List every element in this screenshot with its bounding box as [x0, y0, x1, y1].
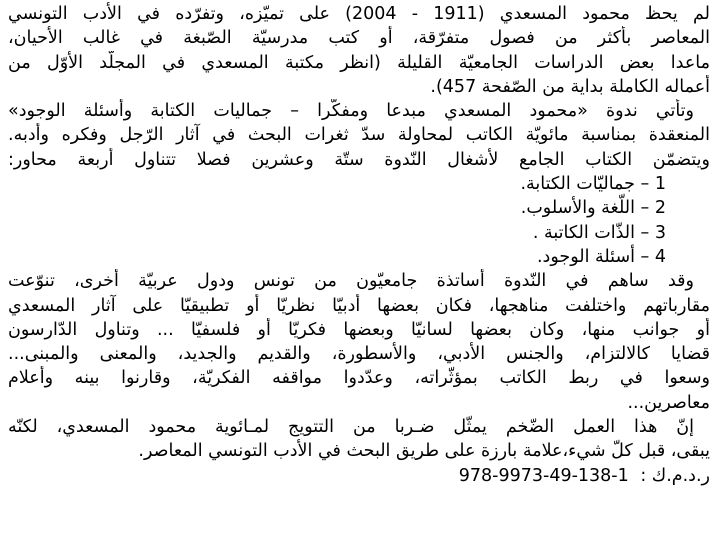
list-item: 1 – جماليّات الكتابة. — [520, 174, 666, 195]
text-line: وقد ساهم في النّدوة أساتذة جامعيّون من تونس ودول عربيّة أخرى، تنوّعت — [8, 271, 694, 292]
list-item: 4 – أسئلة الوجود. — [536, 246, 666, 267]
paragraph-intro — [8, 2, 710, 99]
isbn-value: 978-9973-49-138-1 — [458, 465, 629, 486]
text-line: مقارباتهم واختلفت مناهجها، فكان بعضها أدبيّا نظريّا أو تطبيقيّا على آثار المسعدي — [8, 295, 710, 316]
text-line: قضايا كالالتزام، والجنس الأدبي، والأسطورة، والقديم والجديد، والمعنى والمبنى... — [8, 344, 710, 365]
paragraph-conclusion — [8, 415, 710, 464]
text-line: معاصرين... — [627, 392, 710, 413]
axes-list — [8, 172, 710, 269]
text-line: يبقى، قبل كلّ شيء،علامة بارزة على طريق البحث في الأدب التونسي المعاصر. — [138, 441, 710, 462]
text-line: أو جوانب منها، وكان بعضها لسانيّا وبعضها فكريّا أو فلسفيّا ... وتناول الدّارسون — [8, 319, 710, 340]
text-line: وسعوا في ربط الكاتب بمؤثّراته، وعدّدوا مواقفه الفكريّة، وقارنوا بينه وأعلام — [8, 368, 710, 389]
isbn-line — [8, 464, 710, 488]
list-item: 3 – الذّات الكاتبة . — [532, 222, 666, 243]
list-item: 2 – اللّغة والأسلوب. — [520, 198, 666, 219]
isbn-label: ر.د.م.ك : — [640, 465, 710, 486]
text-line: ويتضمّن الكتاب الجامع لأشغال النّدوة ستّة وعشرين فصلا تتناول أربعة محاور: — [8, 149, 710, 170]
paragraph-symposium — [8, 99, 710, 172]
text-line: المنعقدة بمناسبة مائويّة الكاتب لمحاولة سدّ ثغرات البحث في آثار الرّجل وفكره وأدبه. — [8, 125, 710, 146]
text-line: المعاصر بأكثر من فصول متفرّقة، أو كتب مدرسيّة الصّبغة في غالب الأحيان، — [8, 28, 710, 49]
paragraph-contributors — [8, 269, 710, 415]
text-line: إنّ هذا العمل الضّخم يمثّل ضـربا من التتويج لمـائوية محمود المسعدي، لكنّه — [8, 417, 694, 438]
text-line: أعماله الكاملة بداية من الصّفحة 457). — [430, 76, 710, 97]
text-line: ماعدا بعض الدراسات الجامعيّة القليلة (انظر مكتبة المسعدي في المجلّد الأوّل من — [8, 52, 710, 73]
text-line: لم يحظ محمود المسعدي (1911 - 2004) على تميّزه، وتفرّده في الأدب التونسي — [8, 4, 710, 24]
text-line: وتأتي ندوة «محمود المسعدي مبدعا ومفكّرا – جماليات الكتابة وأسئلة الوجود» — [8, 101, 694, 122]
